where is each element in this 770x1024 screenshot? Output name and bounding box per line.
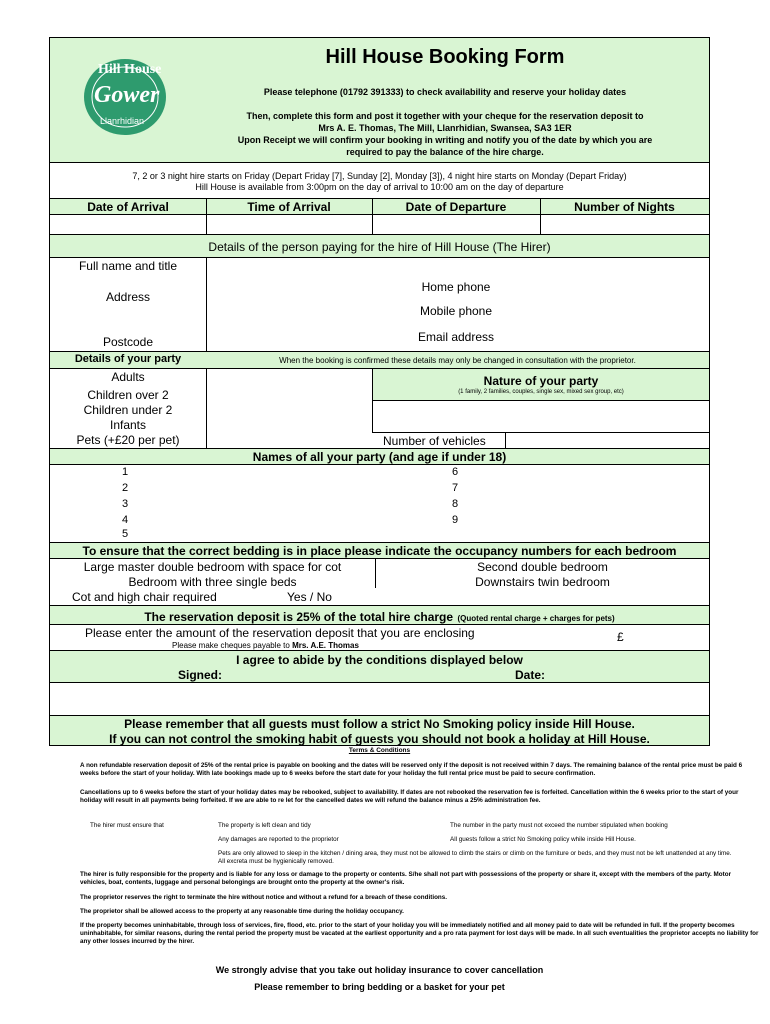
post-line-3: Upon Receipt we will confirm your booking in writing and notify you of the date by which you are [237, 135, 653, 145]
infants-label: Infants [109, 418, 147, 432]
cheque-payable-note [172, 641, 359, 650]
date-of-arrival-input[interactable] [51, 215, 205, 233]
bedding-reminder: Please remember to bring bedding or a basket for your pet [254, 982, 505, 992]
bedding-heading: To ensure that the correct bedding is in place please indicate the occupancy numbers for each bedroom [82, 544, 677, 558]
time-of-arrival-label: Time of Arrival [247, 200, 331, 214]
number-of-nights-label: Number of Nights [574, 200, 675, 214]
bedroom-second-double-label[interactable]: Second double bedroom [477, 560, 608, 574]
nature-of-party-input[interactable] [373, 401, 709, 431]
vehicles-input[interactable] [506, 433, 709, 447]
children-over-2-label: Children over 2 [87, 388, 169, 402]
party-note: When the booking is confirmed these details may only be changed in consultation with the proprietor. [279, 356, 636, 365]
signature-input[interactable] [51, 683, 708, 714]
logo-bottom-text: Llanrhidian [100, 116, 145, 126]
date-of-arrival-label: Date of Arrival [87, 200, 169, 214]
insurance-advice: We strongly advise that you take out holiday insurance to cover cancellation [215, 965, 544, 975]
address-input[interactable] [207, 280, 371, 350]
cheque-name: Mrs. A.E. Thomas [292, 641, 359, 650]
logo-top-text: Hill House [98, 62, 162, 77]
terms-p6: If the property becomes uninhabitable, through loss of services, fire, flood, etc. prior to the start of your holiday you will be immediately notified and all money paid to date will be refunded in full. If the property becomes uninhabitable, for similar reasons, during the rental period the property must be vacated at the earliest opportunity and a pro rata payment for lost days will be made. In all such eventualities the proprietor accepts no liability for any other losses incurred by the hirer. [80, 922, 759, 945]
post-line-2: Mrs A. E. Thomas, The Mill, Llanrhidian, Swansea, SA3 1ER [318, 123, 572, 133]
name-number-3: 3 [122, 498, 129, 510]
terms-p4: The proprietor reserves the right to terminate the hire without notice and without a refund for a breach of these conditions. [80, 894, 448, 901]
mobile-phone-input[interactable] [541, 302, 708, 318]
terms-p3: The hirer is fully responsible for the property and is liable for any loss or damage to the property or contents. S/he shall not part with possessions of the property or share it, except with the members of the party. Motor vehicles, boat, contents, luggage and personal belongings are brought onto the property at the owner's risk. [80, 871, 732, 886]
nature-of-party-label: Nature of your party [483, 374, 599, 388]
time-of-arrival-input[interactable] [207, 215, 371, 233]
logo-middle-text: Gower [94, 82, 160, 108]
terms-e4: All guests follow a strict No Smoking policy while inside Hill House. [450, 836, 636, 843]
date-of-departure-input[interactable] [373, 215, 539, 233]
terms-ensure: The hirer must ensure that [90, 822, 164, 829]
children-under-2-label: Children under 2 [83, 403, 173, 417]
hirer-heading: Details of the person paying for the hire of Hill House (The Hirer) [208, 240, 551, 254]
signed-label: Signed: [178, 668, 222, 682]
page-title: Hill House Booking Form [325, 46, 565, 68]
date-signed-label: Date: [515, 668, 546, 682]
email-input[interactable] [541, 328, 708, 344]
names-heading: Names of all your party (and age if under 18) [252, 450, 507, 464]
terms-heading: Terms & Conditions [348, 747, 411, 754]
cot-label: Cot and high chair required [72, 590, 217, 604]
address-label: Address [105, 290, 151, 304]
deposit-amount-input[interactable] [628, 628, 706, 644]
logo [80, 56, 170, 138]
terms-p2: Cancellations up to 6 weeks before the start of your holiday dates may be rebooked, subject to availability. If dates are not rebooked the reservation fee is forfeited. Cancellation within the 6 weeks prior to the start of your holiday will result in all payments being forfeited. If we are able to re let for the cancelled dates we will refund the balance minus a 25% administration fee. [80, 789, 739, 804]
home-phone-label: Home phone [421, 280, 491, 294]
bedroom-three-single-label[interactable]: Bedroom with three single beds [128, 575, 297, 589]
terms-e5: Pets are only allowed to sleep in the kitchen / dining area, they must not be allowed to climb the stairs or climb on the furniture or beds, and they must not be left unattended at any time. All excreta must be hygienically removed. [218, 850, 732, 865]
full-name-input[interactable] [207, 258, 709, 278]
post-line-1: Then, complete this form and post it together with your cheque for the reservation deposit to [246, 111, 644, 121]
number-of-nights-input[interactable] [541, 215, 708, 233]
terms-e1: The property is left clean and tidy [218, 822, 311, 829]
deposit-heading-main: The reservation deposit is 25% of the total hire charge [144, 610, 454, 624]
name-number-6: 6 [452, 466, 459, 478]
pets-label: Pets (+£20 per pet) [76, 433, 180, 447]
full-name-label: Full name and title [78, 259, 178, 273]
names-left-input[interactable] [140, 465, 440, 541]
smoking-line-1: Please remember that all guests must follow a strict No Smoking policy inside Hill House. [124, 717, 635, 731]
name-number-1: 1 [122, 466, 129, 478]
vehicles-label: Number of vehicles [383, 434, 486, 448]
nature-of-party-hint: (1 family, 2 families, couples, single sex, mixed sex group, etc) [458, 389, 624, 395]
bedroom-master-label[interactable]: Large master double bedroom with space for cot [83, 560, 342, 574]
email-label: Email address [417, 330, 495, 344]
smoking-line-2: If you can not control the smoking habit of guests you should not book a holiday at Hill House. [109, 732, 650, 746]
home-phone-input[interactable] [541, 280, 708, 296]
party-heading: Details of your party [74, 353, 182, 365]
terms-p1: A non refundable reservation deposit of 25% of the rental price is payable on booking and the dates will be reserved only if the deposit is not received within 7 days. The remaining balance of the rental price must be paid 6 weeks before the start of your holiday. With late bookings made up to 6 weeks before the start date for your holiday the full rental price must be paid to secure confirmation. [80, 762, 743, 777]
name-number-9: 9 [452, 514, 459, 526]
name-number-8: 8 [452, 498, 459, 510]
deposit-heading-note: (Quoted rental charge + charges for pets) [457, 614, 615, 623]
cheque-prefix: Please make cheques payable to [172, 641, 293, 650]
hire-info-line2: Hill House is available from 3:00pm on the day of arrival to 10:00 am on the day of departure [195, 182, 564, 192]
agree-text: I agree to abide by the conditions displayed below [236, 653, 523, 667]
name-number-5: 5 [122, 528, 129, 540]
postcode-label: Postcode [102, 335, 154, 349]
cot-yes-no[interactable]: Yes / No [287, 590, 332, 604]
adults-label: Adults [111, 370, 145, 384]
terms-p5: The proprietor shall be allowed access to the property at any reasonable time during the holiday occupancy. [80, 908, 404, 915]
hire-info-line1: 7, 2 or 3 night hire starts on Friday (Depart Friday [7], Sunday [2], Monday [3]), 4 night hire starts on Monday (Depart Friday) [132, 171, 627, 181]
date-of-departure-label: Date of Departure [405, 200, 507, 214]
pound-sign: £ [617, 630, 624, 644]
name-number-7: 7 [452, 482, 459, 494]
phone-line: Please telephone (01792 391333) to check availability and reserve your holiday dates [263, 87, 627, 97]
deposit-enter-label: Please enter the amount of the reservation deposit that you are enclosing [85, 626, 475, 640]
bedroom-twin-label[interactable]: Downstairs twin bedroom [475, 575, 610, 589]
name-number-4: 4 [122, 514, 129, 526]
post-line-4: required to pay the balance of the hire charge. [346, 147, 544, 157]
terms-e3: Any damages are reported to the proprietor [218, 836, 339, 843]
mobile-phone-label: Mobile phone [419, 304, 493, 318]
names-right-input[interactable] [468, 465, 708, 541]
name-number-2: 2 [122, 482, 129, 494]
terms-e2: The number in the party must not exceed the number stipulated when booking [450, 822, 668, 829]
party-counts-input[interactable] [207, 369, 371, 447]
